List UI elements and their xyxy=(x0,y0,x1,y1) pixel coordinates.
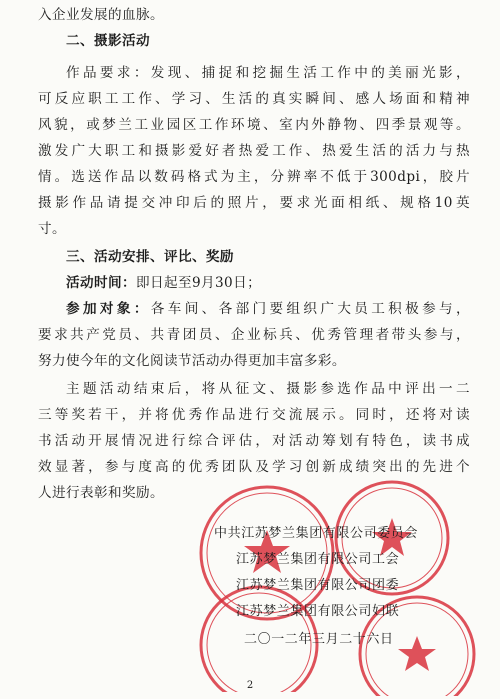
activity-time-label: 活动时间： xyxy=(66,275,136,291)
activity-time-line xyxy=(66,272,470,294)
award-paragraph-line: 书活动开展情况进行综合评估，对活动筹划有特色，读书成 xyxy=(38,433,470,449)
participants-paragraph-line: 要求共产党员、共青团员、企业标兵、优秀管理者带头参与， xyxy=(38,327,470,343)
photo-paragraph-line: 摄影作品请提交冲印后的照片，要求光面相纸、规格10英 xyxy=(38,195,470,211)
signatory-youth-league: 江苏梦兰集团有限公司团委 xyxy=(236,578,400,593)
photo-paragraph-line: 风貌，或梦兰工业园区工作环境、室内外静物、四季景观等。 xyxy=(38,117,470,133)
signatory-womens-federation: 江苏梦兰集团有限公司妇联 xyxy=(236,604,400,619)
award-paragraph-line: 人进行表彰和奖励。 xyxy=(38,485,164,501)
section-schedule-heading: 三、活动安排、评比、奖励 xyxy=(66,249,234,265)
award-paragraph-line: 效显著，参与度高的优秀团队及学习创新成绩突出的先进个 xyxy=(38,459,470,475)
document-date: 二〇一二年三月二十六日 xyxy=(244,632,394,647)
section-photo-heading: 二、摄影活动 xyxy=(66,33,150,49)
award-paragraph-line: 三等奖若干，并将优秀作品进行交流展示。同时，还将对读 xyxy=(38,407,470,423)
award-paragraph-line: 主题活动结束后，将从征文、摄影参选作品中评出一二 xyxy=(66,381,470,397)
signatory-union: 江苏梦兰集团有限公司工会 xyxy=(236,552,400,567)
photo-paragraph-line: 情。选送作品以数码格式为主，分辨率不低于300dpi，胶片 xyxy=(38,169,470,185)
activity-time-value: 即日起至9月30日； xyxy=(135,275,262,291)
photo-paragraph-line: 作品要求：发现、捕捉和挖掘生活工作中的美丽光影， xyxy=(66,65,470,81)
intro-tail-text: 入企业发展的血脉。 xyxy=(38,7,164,23)
page-number: 2 xyxy=(246,680,254,691)
participants-paragraph-line: 努力使今年的文化阅读节活动办得更加丰富多彩。 xyxy=(38,353,346,369)
participants-label: 参加对象： xyxy=(66,301,151,317)
participants-text: 各车间、各部门要组织广大员工积极参与， xyxy=(150,301,471,317)
participants-line xyxy=(66,298,470,320)
photo-paragraph-line: 可反应职工工作、学习、生活的真实瞬间、感人场面和精神 xyxy=(38,91,470,107)
photo-paragraph-line: 寸。 xyxy=(38,221,66,237)
photo-paragraph-line: 激发广大职工和摄影爱好者热爱工作、热爱生活的活力与热 xyxy=(38,143,470,159)
signatory-party-committee: 中共江苏梦兰集团有限公司委员会 xyxy=(214,526,419,541)
